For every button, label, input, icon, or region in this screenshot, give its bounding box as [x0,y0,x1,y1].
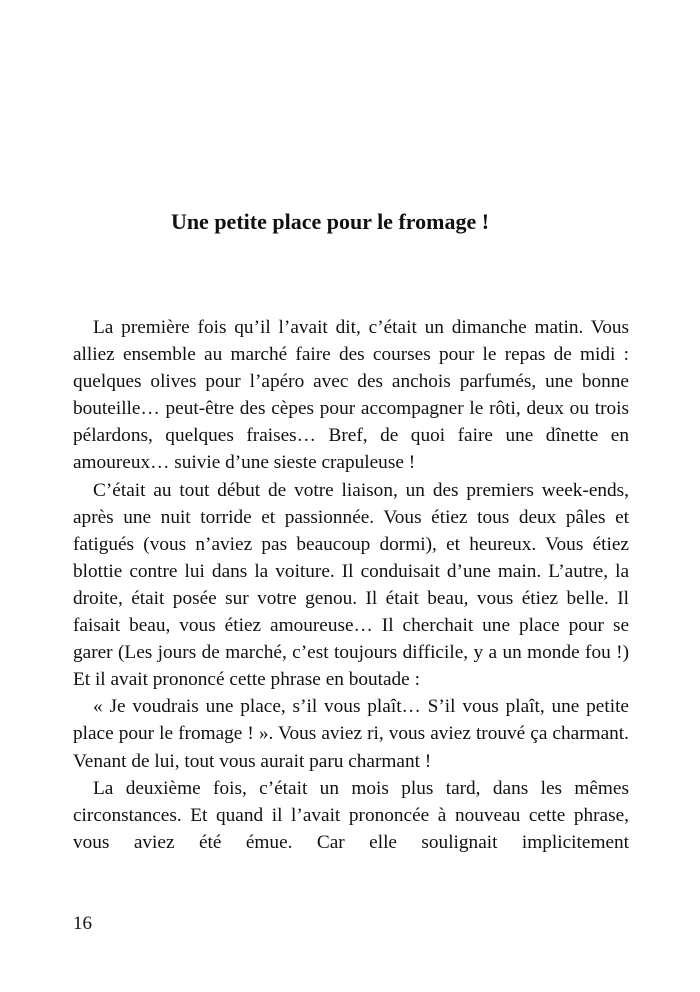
chapter-title: Une petite place pour le fromage ! [170,209,490,234]
paragraph: C’était au tout début de votre liaison, un des premiers week-ends, après une nuit torride et passionnée. Vous étiez tous deux pâles et fatigués (vous n’aviez pas beaucoup dormi), et heureux. Vous étiez blottie contre lui dans la voiture. Il conduisait d’une main. L’autre, la droite, était posée sur votre genou. Il était beau, vous étiez belle. Il faisait beau, vous étiez amoureuse… Il cherchait une place pour se garer (Les jours de marché, c’est toujours difficile, y a un monde fou !) Et il avait prononcé cette phrase en boutade : [73,479,629,691]
page-number: 16 [73,913,92,934]
paragraph: « Je voudrais une place, s’il vous plaît… S’il vous plaît, une petite place pour le fromage ! ». Vous aviez ri, vous aviez trouvé ça charmant. Venant de lui, tout vous aurait paru charmant ! [73,696,629,772]
chapter-body [73,314,629,856]
paragraph: La deuxième fois, c’était un mois plus tard, dans les mêmes circonstances. Et quand il l’avait prononcée à nouveau cette phrase, vous aviez été émue. Car elle soulignait implicitement [73,777,629,853]
paragraph: La première fois qu’il l’avait dit, c’était un dimanche matin. Vous alliez ensemble au marché faire des courses pour le repas de midi : quelques olives pour l’apéro avec des anchois parfumés, une bonne bouteille… peut-être des cèpes pour accompagner le rôti, deux ou trois pélardons, quelques fraises… Bref, de quoi faire une dînette en amoureux… suivie d’une sieste crapuleuse ! [73,317,629,474]
